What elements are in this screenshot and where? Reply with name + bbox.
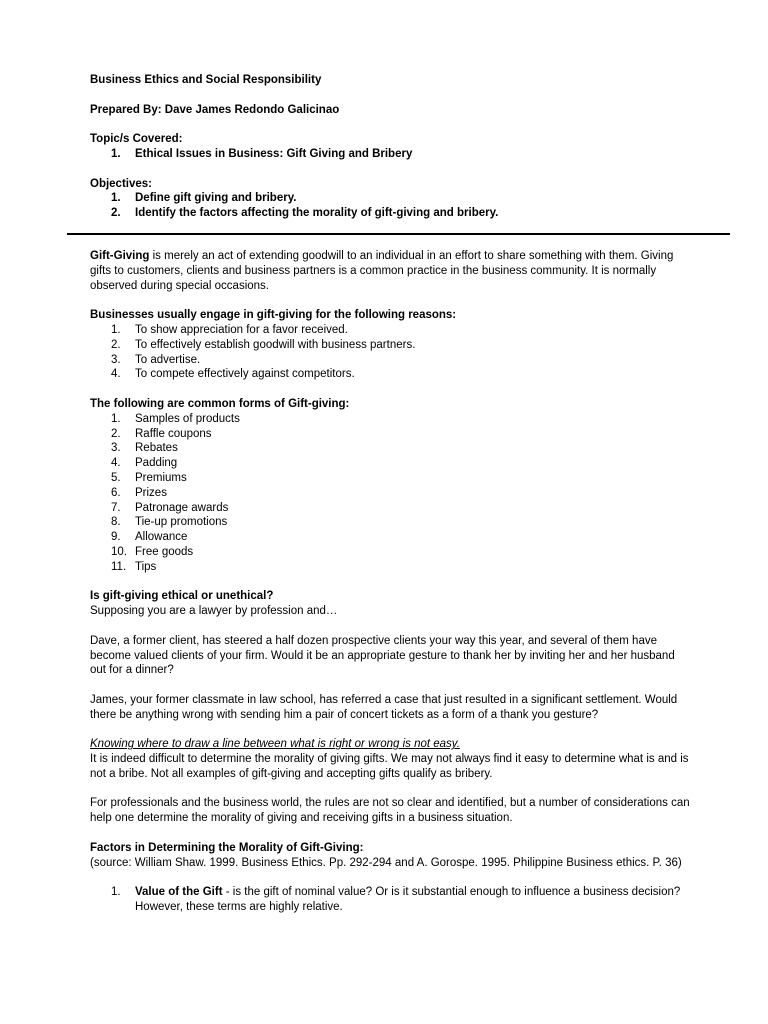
forms-heading: The following are common forms of Gift-giving: xyxy=(90,397,350,410)
scenario-paragraph-2: James, your former classmate in law school, has referred a case that just resulted in a significant settlement. Would there be anything wrong with sending him a pair of concert tickets as a form of a thank you gesture? xyxy=(90,693,678,721)
topics-list xyxy=(90,147,690,162)
list-item: 11. Tips xyxy=(111,560,157,573)
list-item: 4. To compete effectively against competitors. xyxy=(111,368,355,381)
list-item: 3. Rebates xyxy=(111,442,178,455)
list-item: 10. Free goods xyxy=(111,545,194,558)
intro-paragraph: Gift-Giving is merely an act of extending goodwill to an individual in an effort to share something with them. Giving gifts to customers, clients and business partners is a common practice in the business community. It is normally observed during special occasions. xyxy=(90,250,674,292)
prepared-by: Prepared By: Dave James Redondo Galicinao xyxy=(90,103,340,116)
list-item: 9. Allowance xyxy=(111,531,188,544)
reasons-list xyxy=(90,323,690,382)
professionals-paragraph: For professionals and the business world, the rules are not so clear and identified, but a number of considerations can help one determine the morality of giving and receiving gifts in a business situation. xyxy=(90,797,690,825)
factors-source: (source: William Shaw. 1999. Business Ethics. Pp. 292-294 and A. Gorospe. 1995. Philippine Business ethics. P. 36) xyxy=(90,856,682,869)
list-item: 5. Premiums xyxy=(111,471,187,484)
document-header xyxy=(90,73,690,221)
factors-list xyxy=(90,885,690,915)
list-item: 1. Samples of products xyxy=(111,412,240,425)
forms-list xyxy=(90,412,690,575)
list-item: 2. To effectively establish goodwill with business partners. xyxy=(111,338,416,351)
list-item: 1. Ethical Issues in Business: Gift Giving and Bribery xyxy=(111,147,413,160)
list-item: 8. Tie-up promotions xyxy=(111,516,228,529)
list-item: 1. To show appreciation for a favor received. xyxy=(111,323,348,336)
list-item: 1. Define gift giving and bribery. xyxy=(111,192,297,205)
line-note: Knowing where to draw a line between what is right or wrong is not easy. xyxy=(90,738,460,751)
factors-heading: Factors in Determining the Morality of Gift-Giving: xyxy=(90,841,364,854)
list-item: 1. Value of the Gift - is the gift of nominal value? Or is it substantial enough to influence a business decision? However, these terms are highly relative. xyxy=(111,886,681,914)
list-item: 4. Padding xyxy=(111,457,178,470)
reasons-heading: Businesses usually engage in gift-giving for the following reasons: xyxy=(90,309,457,322)
scenario-paragraph-1: Dave, a former client, has steered a half dozen prospective clients your way this year, and several of them have become valued clients of your firm. Would it be an appropriate gesture to thank her by inviting her and her husband out for a dinner? xyxy=(90,634,675,677)
objectives-heading: Objectives: xyxy=(90,177,152,190)
document-body xyxy=(90,249,690,915)
objectives-list xyxy=(90,191,690,221)
difficulty-paragraph: It is indeed difficult to determine the morality of giving gifts. We may not always find it easy to determine what is and is not a bribe. Not all examples of gift-giving and accepting gifts qualify as bribery. xyxy=(90,753,689,780)
topics-heading: Topic/s Covered: xyxy=(90,133,183,146)
list-item: 2. Raffle coupons xyxy=(111,427,212,440)
section-divider xyxy=(67,233,730,235)
document-title: Business Ethics and Social Responsibility xyxy=(90,74,322,86)
ethical-question: Is gift-giving ethical or unethical? xyxy=(90,590,274,603)
supposing-text: Supposing you are a lawyer by profession and… xyxy=(90,605,338,618)
list-item: 3. To advertise. xyxy=(111,353,201,366)
list-item: 7. Patronage awards xyxy=(111,501,229,514)
list-item: 6. Prizes xyxy=(111,486,167,499)
list-item: 2. Identify the factors affecting the morality of gift-giving and bribery. xyxy=(111,207,499,220)
